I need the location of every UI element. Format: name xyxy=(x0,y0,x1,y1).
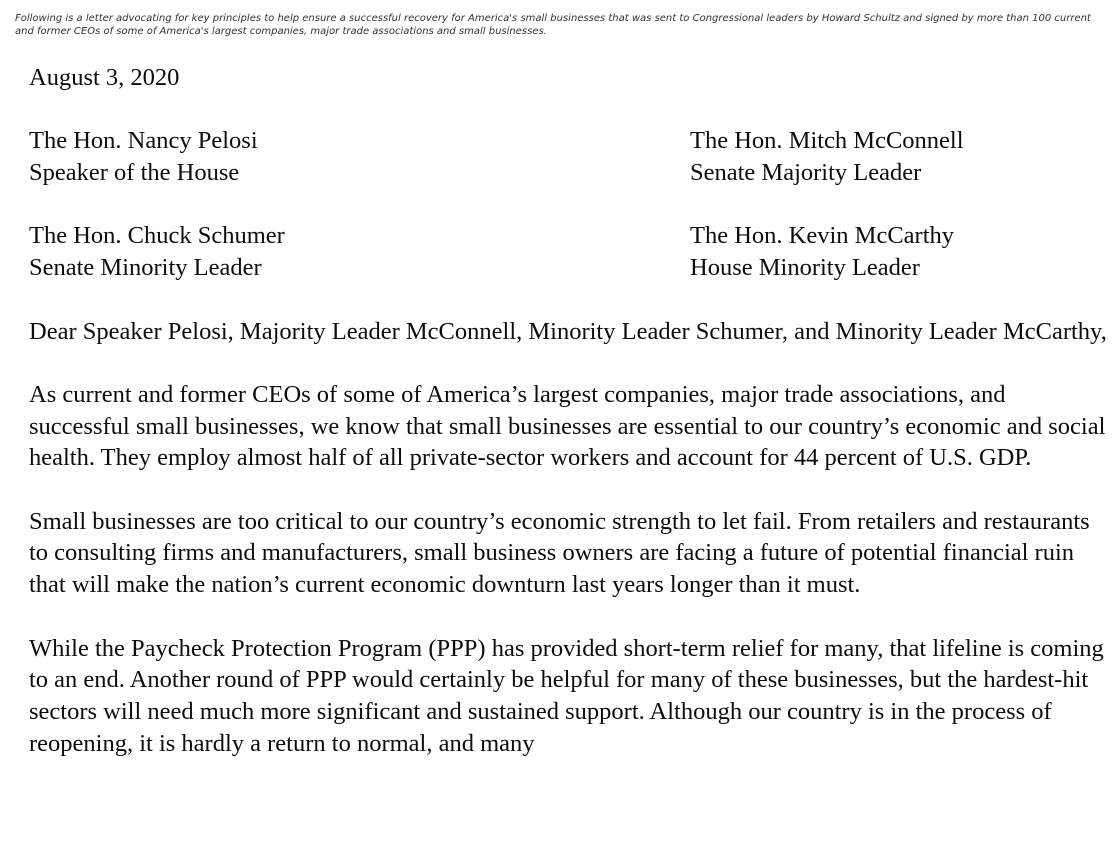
salutation: Dear Speaker Pelosi, Majority Leader McConnell, Minority Leader Schumer, and Minority Leader McCarthy, xyxy=(29,317,1107,345)
recipient-schumer xyxy=(29,220,690,283)
recipient-row-1 xyxy=(29,125,1107,188)
recipient-name: The Hon. Chuck Schumer xyxy=(29,222,285,250)
recipient-title: Senate Minority Leader xyxy=(29,254,262,282)
recipient-mccarthy xyxy=(690,220,954,283)
letter-date: August 3, 2020 xyxy=(29,64,180,91)
recipient-name: The Hon. Nancy Pelosi xyxy=(29,127,258,155)
recipient-title: Senate Majority Leader xyxy=(690,159,922,187)
intro-note: Following is a letter advocating for key principles to help ensure a successful recovery for America's small businesses that was sent to Congressional leaders by Howard Schultz and signed by more than 100 current and former CEOs of some of America's largest companies, major trade associations and small businesses. xyxy=(15,13,1091,37)
paragraph-3: While the Paycheck Protection Program (PPP) has provided short-term relief for many, that lifeline is coming to an end. Another round of PPP would certainly be helpful for many of these businesses, but the hardest-hit sectors will need much more significant and sustained support. Although our country is in the process of reopening, it is hardly a return to normal, and many xyxy=(29,634,1104,757)
letter-body xyxy=(29,62,1107,791)
recipient-name: The Hon. Kevin McCarthy xyxy=(690,222,954,250)
recipient-pelosi xyxy=(29,125,690,188)
paragraph-2: Small businesses are too critical to our country’s economic strength to let fail. From retailers and restaurants to consulting firms and manufacturers, small business owners are facing a future of potential financial ruin that will make the nation’s current economic downturn last years longer than it must. xyxy=(29,507,1090,599)
paragraph-1: As current and former CEOs of some of America’s largest companies, major trade associations, and successful small businesses, we know that small businesses are essential to our country’s economic and social health. They employ almost half of all private-sector workers and account for 44 percent of U.S. GDP. xyxy=(29,380,1106,472)
recipient-row-2 xyxy=(29,220,1107,283)
recipient-title: Speaker of the House xyxy=(29,159,240,187)
recipient-mcconnell xyxy=(690,125,964,188)
recipient-title: House Minority Leader xyxy=(690,254,920,282)
recipient-name: The Hon. Mitch McConnell xyxy=(690,127,964,155)
